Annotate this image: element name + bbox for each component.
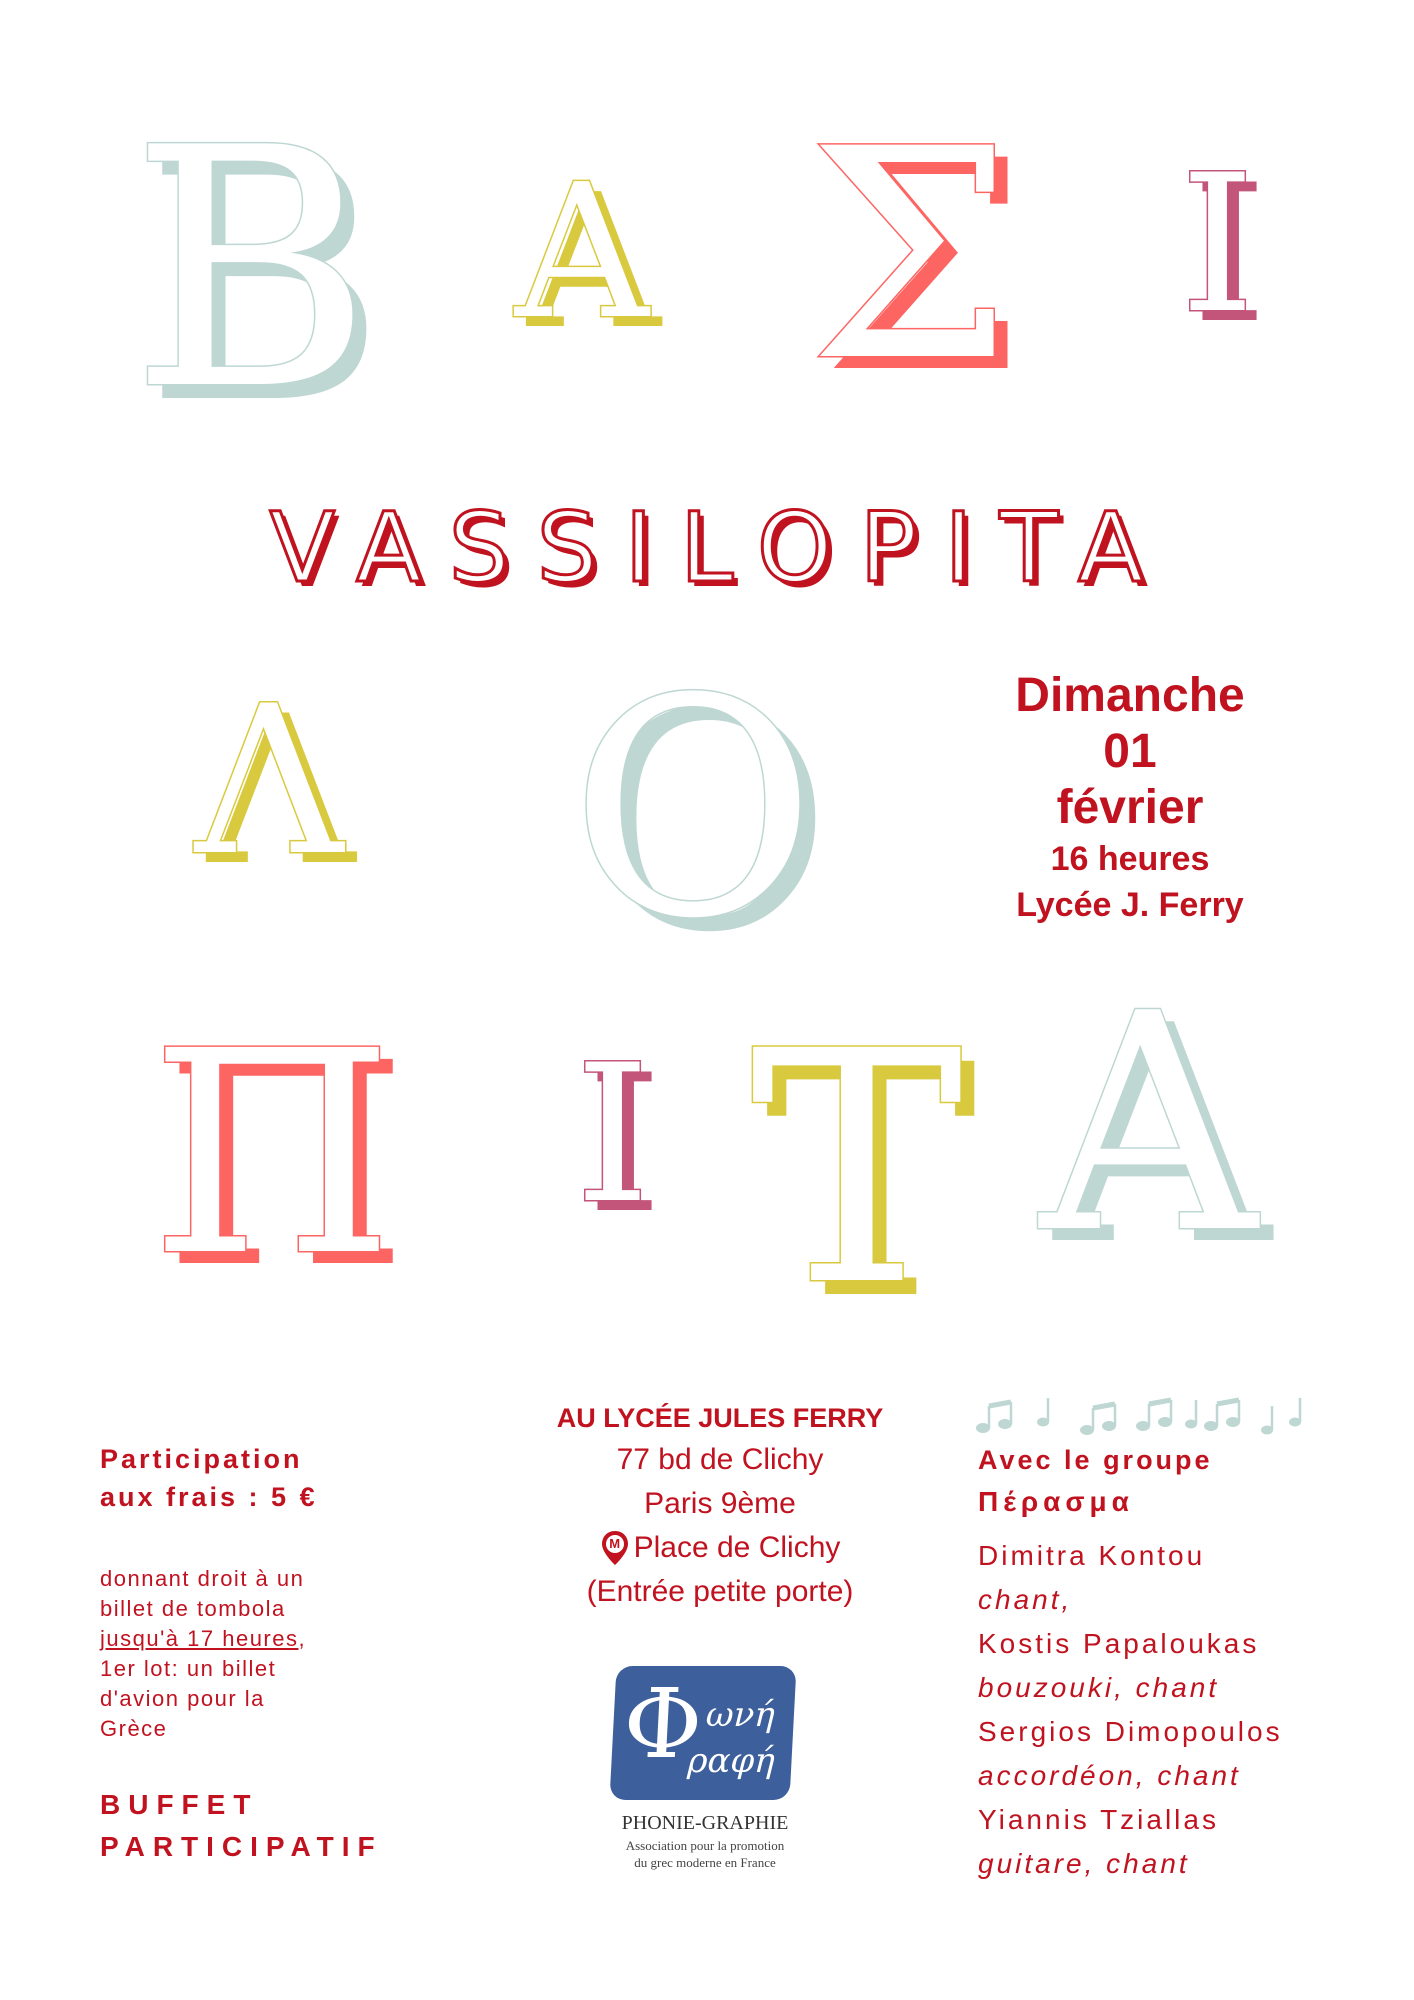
desc-line6: Grèce [100,1716,168,1741]
date-block [960,668,1300,928]
letter-alpha-top: Α [515,144,649,360]
address-metro-row [500,1526,940,1570]
logo-name: PHONIE-GRAPHIE [621,1812,789,1834]
band-name: Πέρασμα [978,1486,1134,1517]
address-metro: Place de Clichy [633,1531,841,1564]
member-role: bouzouki, chant [978,1672,1220,1703]
desc-line3 [100,1624,440,1654]
member-role: guitare, chant [978,1848,1190,1879]
buffet-line1: BUFFET [100,1789,259,1820]
letter-omicron: Ο [570,635,816,984]
buffet-block [100,1784,440,1868]
metro-pin-icon [600,1529,630,1567]
metro-letter: M [609,1536,621,1551]
letter-tau: Τ [750,984,964,1356]
desc-line4: 1er lot: un billet [100,1656,277,1681]
letter-iota-bottom: Ι [575,1024,651,1245]
member-name: Kostis Papaloukas [978,1628,1260,1659]
phonie-graphie-logo [595,1666,815,1870]
title-word: VASSILOPITA [269,492,1171,604]
date-time: 16 heures [1050,840,1210,878]
desc-line5: d'avion pour la [100,1686,265,1711]
address-heading: AU LYCÉE JULES FERRY [556,1403,884,1433]
desc-line2: billet de tombola [100,1596,286,1621]
participation-line2: aux frais : 5 € [100,1482,318,1512]
logo-word1: ωνή [704,1695,776,1735]
date-number: 01 [1103,725,1157,778]
logo-word2: ραφή [686,1741,776,1781]
logo-phi: Φ [620,1668,706,1780]
logo-mark [609,1666,796,1800]
member-name: Yiannis Tziallas [978,1804,1219,1835]
logo-tagline2: du grec moderne en France [634,1855,776,1870]
desc-line1: donnant droit à un [100,1566,305,1591]
address-city: Paris 9ème [644,1487,796,1520]
letter-sigma: Σ [808,88,1014,425]
band-members [978,1534,1398,1886]
band-intro: Avec le groupe [978,1445,1213,1475]
date-venue: Lycée J. Ferry [1016,886,1244,924]
band-block [978,1440,1398,1886]
letter-pi: Π [150,992,395,1318]
letter-iota-top: Ι [1180,134,1256,355]
letter-alpha-bottom: Α [1040,950,1257,1299]
date-month: février [1056,781,1204,834]
member-name: Sergios Dimopoulos [978,1716,1283,1747]
member-role: accordéon, chant [978,1760,1241,1791]
desc-deadline: jusqu'à 17 heures [100,1626,299,1651]
participation-block [100,1440,440,1868]
address-entrance: (Entrée petite porte) [586,1575,854,1608]
logo-tagline1: Association pour la promotion [625,1838,785,1853]
address-street: 77 bd de Clichy [616,1443,824,1476]
member-role: chant, [978,1584,1073,1615]
music-notes-icon [975,1392,1305,1436]
member-name: Dimitra Kontou [978,1540,1206,1571]
participation-description [100,1564,440,1744]
desc-deadline-comma: , [298,1626,307,1651]
date-day: Dimanche [1015,669,1245,722]
address-block [500,1398,940,1614]
buffet-line2: PARTICIPATIF [100,1831,383,1862]
participation-line1: Participation [100,1444,303,1474]
letter-beta: Β [130,78,373,462]
letter-lambda: Λ [195,663,344,901]
